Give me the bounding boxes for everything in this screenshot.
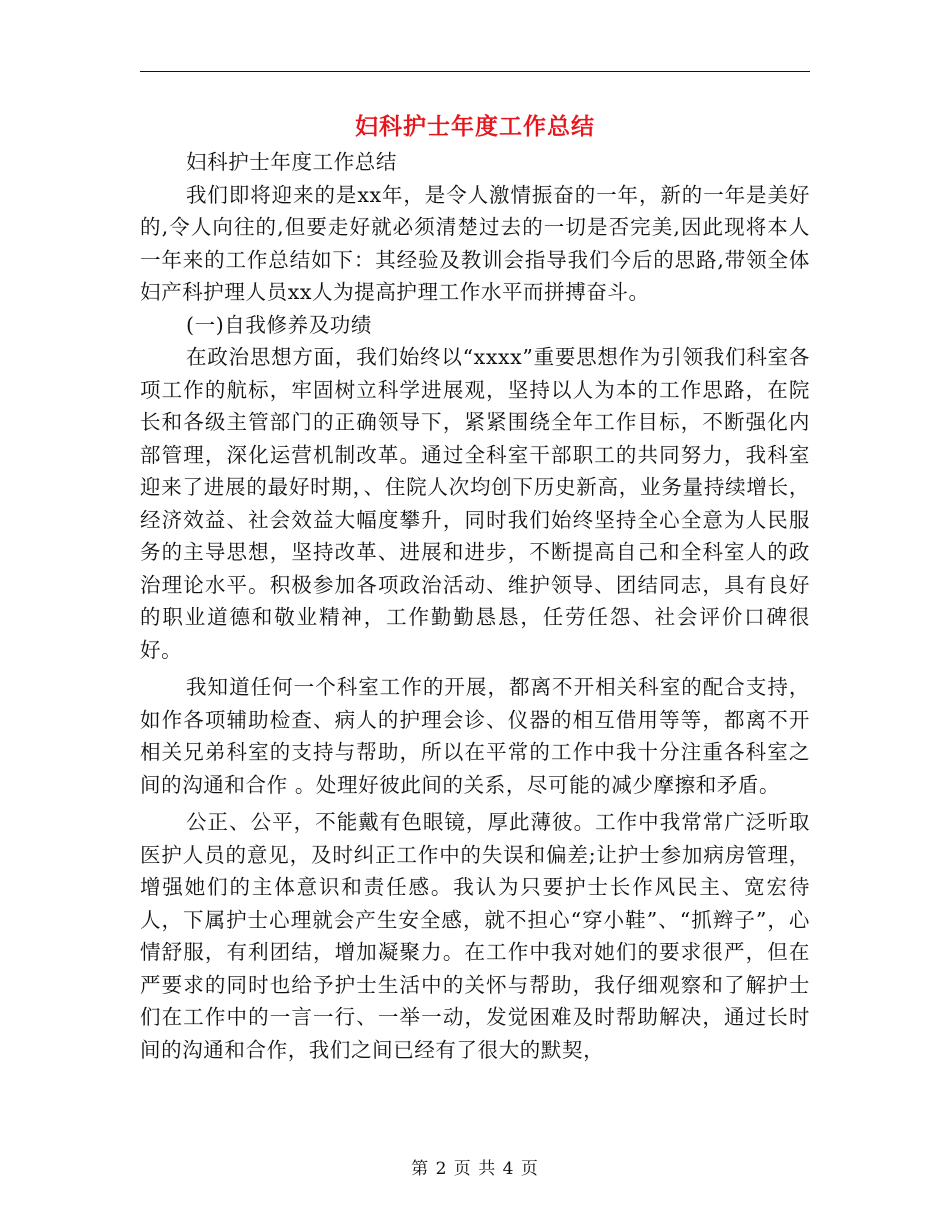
paragraph-intro: 我们即将迎来的是xx年，是令人激情振奋的一年，新的一年是美好的,令人向往的,但要走好就必须清楚过去的一切是否完美,因此现将本人一年来的工作总结如下：其经验及教训会指导我们今后的思路,带领全体妇产科护理人员xx人为提高护理工作水平而拼搏奋斗。 <box>140 182 810 304</box>
section-heading: (一)自我修养及功绩 <box>186 312 372 337</box>
paragraph-cooperation: 我知道任何一个科室工作的开展，都离不开相关科室的配合支持，如作各项辅助检查、病人的护理会诊、仪器的相互借用等等，都离不开相关兄弟科室的支持与帮助，所以在平常的工作中我十分注重各科室之间的沟通和合作 。处理好彼此间的关系，尽可能的减少摩擦和矛盾。 <box>140 675 810 797</box>
paragraph-subtitle: 妇科护士年度工作总结 <box>186 150 397 174</box>
document-title: 妇科护士年度工作总结 <box>355 113 595 140</box>
paragraph-fairness: 公正、公平，不能戴有色眼镜，厚此薄彼。工作中我常常广泛听取医护人员的意见，及时纠正工作中的失误和偏差;让护士参加病房管理，增强她们的主体意识和责任感。我认为只要护士长作风民主、宽宏待人，下属护士心理就会产生安全感，就不担心“穿小鞋”、“抓辫子”，心情舒服，有利团结，增加凝聚力。在工作中我对她们的要求很严，但在严要求的同时也给予护士生活中的关怀与帮助，我仔细观察和了解护士们在工作中的一言一行、一举一动，发觉困难及时帮助解决，通过长时间的沟通和合作，我们之间已经有了很大的默契， <box>140 810 810 1062</box>
header-rule <box>140 71 810 72</box>
paragraph-political: 在政治思想方面，我们始终以“xxxx”重要思想作为引领我们科室各项工作的航标，牢固树立科学进展观，坚持以人为本的工作思路，在院长和各级主管部门的正确领导下，紧紧围绕全年工作目标，不断强化内部管理，深化运营机制改革。通过全科室干部职工的共同努力，我科室迎来了进展的最好时期，、住院人次均创下历史新高，业务量持续增长，经济效益、社会效益大幅度攀升，同时我们始终坚持全心全意为人民服务的主导思想，坚持改革、进展和进步，不断提高自己和全科室人的政治理论水平。积极参加各项政治活动、维护领导、团结同志，具有良好的职业道德和敬业精神，工作勤勤恳恳，任劳任怨、社会评价口碑很好。 <box>140 345 810 662</box>
page-number: 第 2 页 共 4 页 <box>411 1159 539 1179</box>
document-body <box>140 146 810 1066</box>
